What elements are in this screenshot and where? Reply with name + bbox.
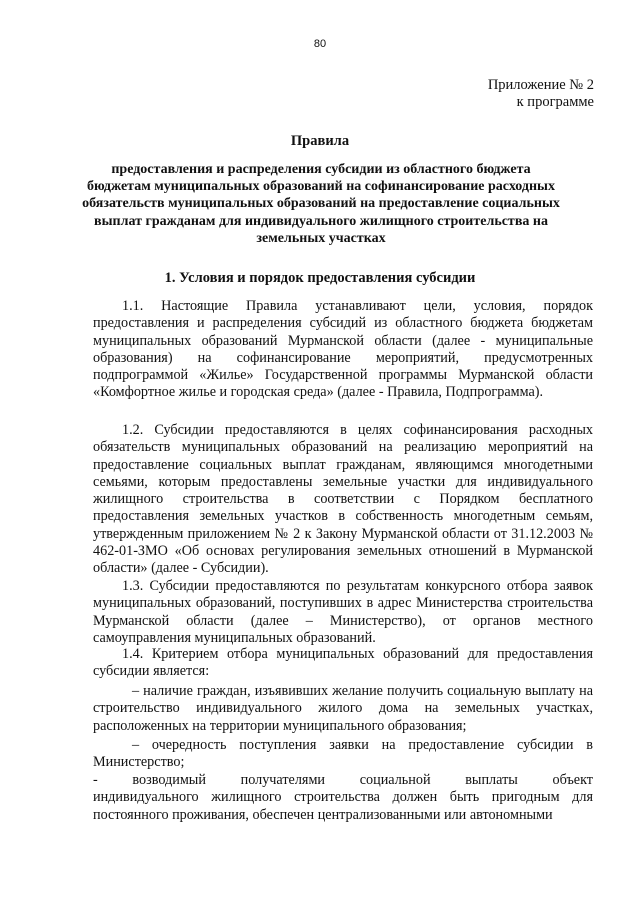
criterion-item-3	[93, 772, 593, 824]
paragraph-1-1: 1.1. Настоящие Правила устанавливают цели, условия, порядок предоставления и распределения субсидий из областного бюджета бюджетам муниципальных образований Мурманской области (далее - муниципальные образования) на софинансирование мероприятий, предусмотренных подпрограммой «Жилье» Государственной программы Мурманской области «Комфортное жилье и городская среда» (далее - Правила, Подпрограмма).	[93, 298, 593, 401]
page-number: 80	[313, 38, 327, 50]
paragraph-1-4: 1.4. Критерием отбора муниципальных образований для предоставления субсидии является:	[93, 646, 593, 680]
appendix-reference	[488, 77, 594, 111]
document-subtitle: предоставления и распределения субсидии из областного бюджета бюджетам муниципальных образований на софинансирование расходных обязательств муниципальных образований на предоставление социальных выплат гражданам для индивидуального жилищного строительства на земельных участках	[82, 162, 560, 246]
criterion-item-3-lead: - возводимый получателями социальной выплаты объект	[93, 772, 593, 788]
criterion-item-3-rest: индивидуального жилищного строительства должен быть пригодным для постоянного проживания, обеспечен централизованными или автономными	[93, 789, 593, 823]
document-title: Правила	[290, 133, 350, 149]
appendix-line-1: Приложение № 2	[487, 77, 594, 93]
appendix-line-2: к программе	[516, 94, 594, 110]
criterion-item-2: – очередность поступления заявки на предоставление субсидии в Министерство;	[93, 737, 593, 771]
criterion-item-1: – наличие граждан, изъявивших желание получить социальную выплату на строительство индивидуального жилого дома на земельных участках, расположенных на территории муниципального образования;	[93, 683, 593, 734]
section-heading: 1. Условия и порядок предоставления субсидии	[164, 270, 476, 286]
paragraph-1-2: 1.2. Субсидии предоставляются в целях софинансирования расходных обязательств муниципальных образований на реализацию мероприятий на предоставление социальных выплат гражданам, являющимся многодетными семьями, которым предоставлены земельные участки для индивидуального жилищного строительства в соответствии с Порядком бесплатного предоставления земельных участков в собственность многодетным семьям, утвержденным приложением № 2 к Закону Мурманской области от 31.12.2003 № 462-01-ЗМО «Об основах регулирования земельных отношений в Мурманской области» (далее - Субсидии).	[93, 422, 593, 576]
paragraph-1-3: 1.3. Субсидии предоставляются по результатам конкурсного отбора заявок муниципальных образований, поступивших в адрес Министерства строительства Мурманской области (далее – Министерство), от органов местного самоуправления муниципальных образований.	[93, 578, 593, 646]
